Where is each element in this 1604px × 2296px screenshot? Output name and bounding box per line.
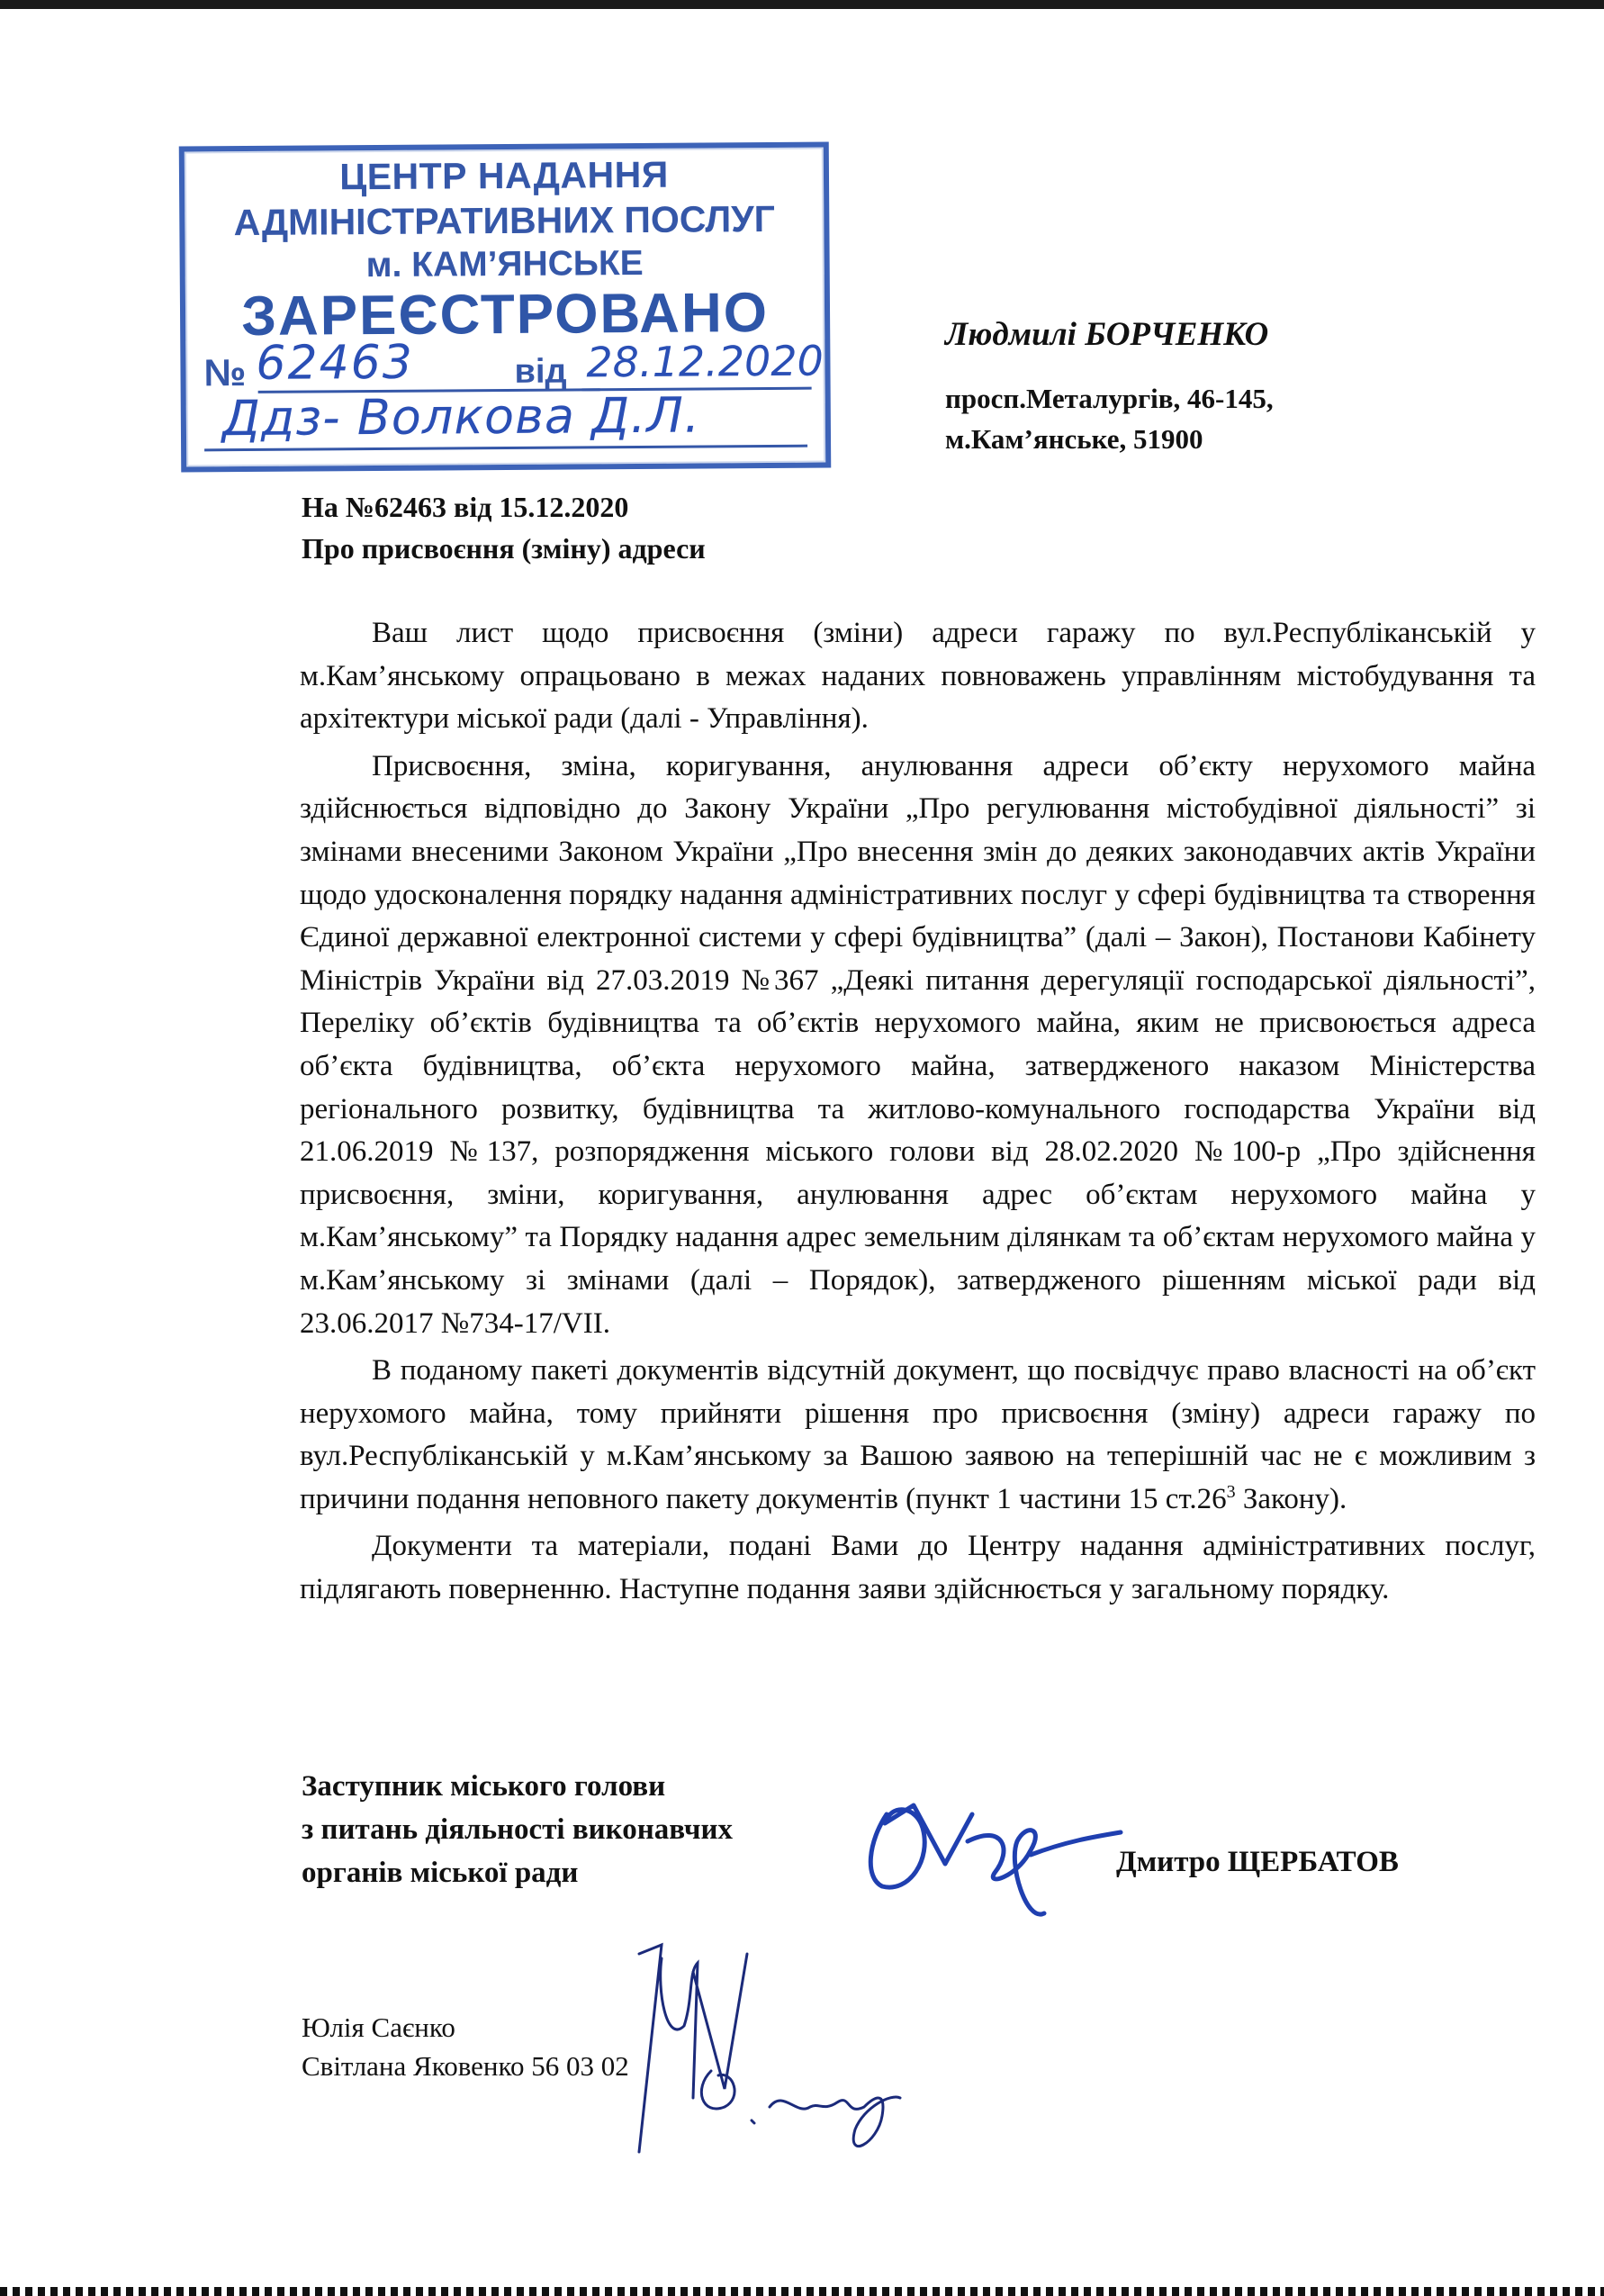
paragraph-2: Присвоєння, зміна, коригування, анулювання адреси об’єкту нерухомого майна здійснюється відповідно до Закону України „Про регулювання містобудівної діяльності” зі змінами внесеними Законом України „Про внесення змін до деяких законодавчих актів України щодо удосконалення порядку надання адміністративних послуг у сфері будівництва та створення Єдиної державної електронної системи у сфері будівництва” (далі – Закон), Постанови Кабінету Міністрів України від 27.03.2019 №367 „Деякі питання дерегуляції господарської діяльності”, Переліку об’єктів будівництва та об’єктів нерухомого майна, яким не присвоюється адреса об’єкта будівництва, об’єкта нерухомого майна, затвердженого наказом Міністерства регіонального розвитку, будівництва та житлово-комунального господарства України від 21.06.2019 №137, розпорядження міського голови від 28.02.2020 №100-р „Про здійснення присвоєння, зміни, коригування, анулювання адрес об’єктам нерухомого майна у м.Кам’янському” та Порядку надання адрес земельним ділянкам та об’єктам нерухомого майна у м.Кам’янському зі змінами (далі – Порядок), затвердженого рішенням міської ради від 23.06.2017 №734-17/VII. (300, 749, 1536, 1340)
stamp-date-label: від (514, 352, 567, 391)
reference-number: На №62463 від 15.12.2020 (302, 491, 629, 523)
addressee-address (945, 378, 1274, 459)
addressee-name: Людмилі БОРЧЕНКО (945, 316, 1269, 353)
reference-block (302, 486, 706, 569)
scan-top-edge (0, 0, 1604, 9)
paragraph-1: Ваш лист щодо присвоєння (зміни) адреси гаражу по вул.Республіканській у м.Кам’янському опрацьовано в межах наданих повноважень управлінням містобудування та архітектури міської ради (далі - Управління). (300, 617, 1536, 736)
stamp-line-1: ЦЕНТР НАДАННЯ (339, 153, 669, 198)
paragraph-3-superscript: 3 (1226, 1481, 1236, 1502)
scan-bottom-edge (0, 2283, 1604, 2296)
signatory-title-line-1: Заступник міського голови (302, 1770, 666, 1803)
letter-body (300, 612, 1536, 1616)
executor-1: Юлія Саєнко (302, 2011, 455, 2043)
address-line-2: м.Кам’янське, 51900 (945, 423, 1203, 455)
reference-subject: Про присвоєння (зміну) адреси (302, 532, 706, 565)
stamp-number-handwritten: 62463 (256, 335, 415, 391)
paragraph-3 (300, 1350, 1536, 1521)
signatory-name: Дмитро ЩЕРБАТОВ (1116, 1846, 1399, 1878)
paragraph-3-main: В поданому пакеті документів відсутній документ, що посвідчує право власності на об’єкт нерухомого майна, тому прийняти рішення про присвоєння (зміну) адреси гаражу по вул.Республіканській у м.Кам’янському за Вашою заявою на теперішній час не є можливим з причини подання неповного пакету документів (пункт 1 частини 15 ст.26 (300, 1354, 1536, 1515)
executor-2: Світлана Яковенко 56 03 02 (302, 2050, 629, 2082)
stamp-line-3: м. КАМ’ЯНСЬКЕ (365, 243, 644, 285)
handwritten-signature (860, 1787, 1130, 1922)
registration-stamp (179, 141, 832, 472)
stamp-status: ЗАРЕЄСТРОВАНО (240, 281, 770, 348)
stamp-number-label: № (203, 351, 247, 394)
signatory-title-line-2: з питань діяльності виконавчих (302, 1813, 733, 1846)
executors-block (302, 2008, 629, 2085)
stamp-date-handwritten: 28.12.2020 (586, 336, 825, 387)
signatory-title (302, 1765, 733, 1894)
paragraph-3-end: Закону). (1235, 1482, 1347, 1515)
signatory-title-line-3: органів міської ради (302, 1857, 579, 1889)
paragraph-4: Документи та матеріали, подані Вами до Центру надання адміністративних послуг, підлягають поверненню. Наступне подання заяви здійснюється у загальному порядку. (300, 1530, 1536, 1606)
stamp-registrar-handwritten: Ддз- Волкова Д.Л. (221, 386, 701, 447)
address-line-1: просп.Металургів, 46-145, (945, 383, 1274, 414)
stamp-line-2: АДМІНІСТРАТИВНИХ ПОСЛУГ (233, 197, 776, 244)
